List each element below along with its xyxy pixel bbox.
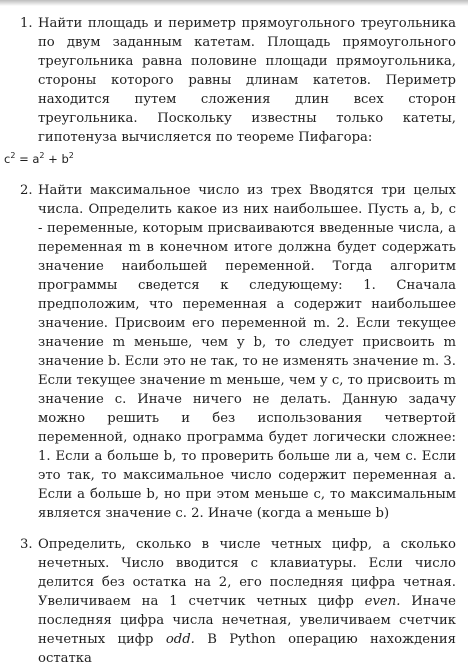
item-number: 1. xyxy=(20,16,33,31)
item-number: 2. xyxy=(20,183,33,198)
item-text: Найти площадь и периметр прямоугольного треугольника по двум заданным катетам. Площадь прямоугольного треугольника равна половине площади прямоугольника, стороны которого равны длинам катетов. Периметр находится путем сложения длин всех сторон треугольника. Поскольку известны только катеты, гипотенуза вычисляется по теореме Пифагора: xyxy=(38,16,456,145)
top-edge-shadow xyxy=(0,0,468,6)
item-number: 3. xyxy=(20,537,33,552)
item-text: Найти максимальное число из трех Вводятся три целых числа. Определить какое из них наибольшее. Пусть a, b, c - переменные, которым присваиваются введенные числа, а переменная m в конечном итоге должна будет содержать значение наибольшей переменной. Тогда алгоритм программы сведется к следующему: 1. Сначала предположим, что переменная a содержит наибольшее значение. Присвоим его переменной m. 2. Если текущее значение m меньше, чем у b, то следует присвоить m значение b. Если это не так, то не изменять значение m. 3. Если текущее значение m меньше, чем у c, то присвоить m значение c. Иначе ничего не делать. Данную задачу можно решить и без использования четвертой переменной, однако программа будет логически сложнее: 1. Если a больше b, то проверить больше ли a, чем c. Если это так, то максимальное число содержит переменная a. Если a больше b, но при этом меньше c, то максимальным является значение c. 2. Иначе (когда a меньше b) xyxy=(38,183,456,521)
pythagorean-formula: $c^2 = a^2 + b^2$ xyxy=(4,151,74,166)
item-text: Определить, сколько в числе четных цифр, а сколько нечетных. Число вводится с клавиатуры. Если число делится без остатка на 2, его последняя цифра четная. Увеличиваем на 1 счетчик четных цифр even. Иначе последняя цифра числа нечетная, увеличиваем счетчик нечетных цифр odd. В Python операцию нахождения остатка xyxy=(38,537,456,666)
